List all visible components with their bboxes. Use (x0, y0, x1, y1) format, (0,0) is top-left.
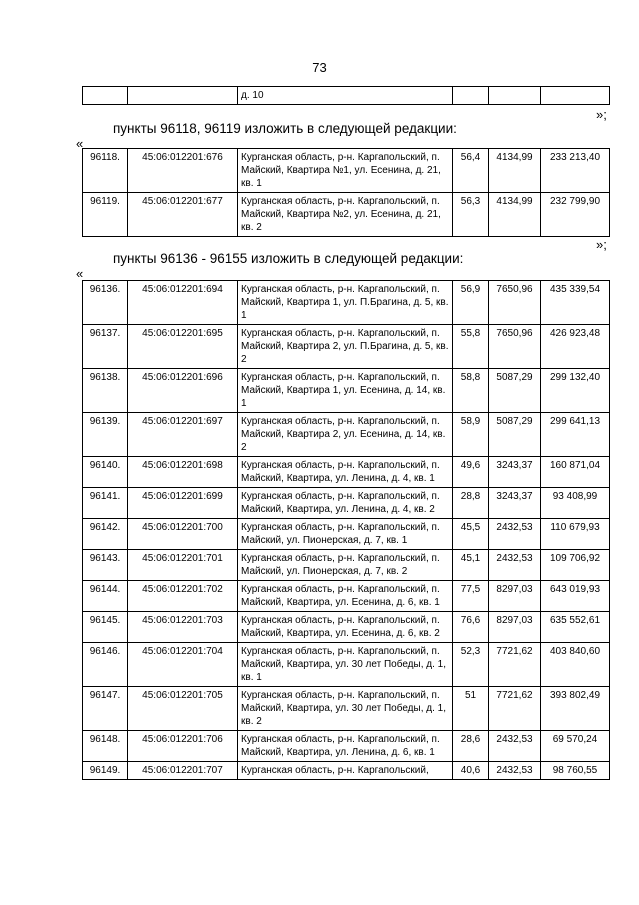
price-per-unit-cell: 7721,62 (489, 687, 541, 731)
area-cell: 58,9 (453, 413, 489, 457)
row-number-cell: 96147. (83, 687, 128, 731)
table-cell (489, 87, 541, 105)
section-heading: пункты 96136 - 96155 изложить в следующей редакции: (113, 251, 464, 266)
total-value-cell: 435 339,54 (541, 281, 610, 325)
area-cell: 28,8 (453, 488, 489, 519)
table-cell (541, 87, 610, 105)
area-cell: 28,6 (453, 731, 489, 762)
table-cell (83, 87, 128, 105)
table-cell: д. 10 (238, 87, 453, 105)
address-cell: Курганская область, р-н. Каргапольский, п. Майский, Квартира, ул. 30 лет Победы, д. 1, кв. 2 (238, 687, 453, 731)
price-per-unit-cell: 4134,99 (489, 193, 541, 237)
table-cell (128, 87, 238, 105)
address-cell: Курганская область, р-н. Каргапольский, п. Майский, Квартира 2, ул. П.Брагина, д. 5, кв. 2 (238, 325, 453, 369)
property-table-2 (82, 280, 610, 780)
total-value-cell: 110 679,93 (541, 519, 610, 550)
area-cell: 40,6 (453, 762, 489, 780)
price-per-unit-cell: 2432,53 (489, 519, 541, 550)
table-row (83, 731, 610, 762)
cadastral-number-cell: 45:06:012201:707 (128, 762, 238, 780)
price-per-unit-cell: 4134,99 (489, 149, 541, 193)
address-cell: Курганская область, р-н. Каргапольский, п. Майский, Квартира №1, ул. Есенина, д. 21, кв. 1 (238, 149, 453, 193)
total-value-cell: 233 213,40 (541, 149, 610, 193)
total-value-cell: 299 132,40 (541, 369, 610, 413)
total-value-cell: 109 706,92 (541, 550, 610, 581)
cadastral-number-cell: 45:06:012201:677 (128, 193, 238, 237)
table-row (83, 762, 610, 780)
total-value-cell: 393 802,49 (541, 687, 610, 731)
total-value-cell: 160 871,04 (541, 457, 610, 488)
table-row (83, 612, 610, 643)
cadastral-number-cell: 45:06:012201:700 (128, 519, 238, 550)
area-cell: 45,5 (453, 519, 489, 550)
row-number-cell: 96149. (83, 762, 128, 780)
area-cell: 77,5 (453, 581, 489, 612)
price-per-unit-cell: 2432,53 (489, 731, 541, 762)
cadastral-number-cell: 45:06:012201:695 (128, 325, 238, 369)
section-heading: пункты 96118, 96119 изложить в следующей редакции: (113, 121, 457, 136)
address-cell: Курганская область, р-н. Каргапольский, п. Майский, Квартира 2, ул. Есенина, д. 14, кв. 2 (238, 413, 453, 457)
total-value-cell: 426 923,48 (541, 325, 610, 369)
area-cell: 52,3 (453, 643, 489, 687)
previous-table-tail (82, 86, 610, 105)
price-per-unit-cell: 5087,29 (489, 413, 541, 457)
area-cell: 76,6 (453, 612, 489, 643)
table-row (83, 149, 610, 193)
closing-quote: »; (596, 107, 607, 122)
address-cell: Курганская область, р-н. Каргапольский, п. Майский, ул. Пионерская, д. 7, кв. 2 (238, 550, 453, 581)
cadastral-number-cell: 45:06:012201:705 (128, 687, 238, 731)
total-value-cell: 69 570,24 (541, 731, 610, 762)
total-value-cell: 403 840,60 (541, 643, 610, 687)
address-cell: Курганская область, р-н. Каргапольский, п. Майский, Квартира, ул. 30 лет Победы, д. 1, кв. 1 (238, 643, 453, 687)
table-row (83, 488, 610, 519)
address-cell: Курганская область, р-н. Каргапольский, п. Майский, ул. Пионерская, д. 7, кв. 1 (238, 519, 453, 550)
row-number-cell: 96137. (83, 325, 128, 369)
table-row (83, 643, 610, 687)
cadastral-number-cell: 45:06:012201:706 (128, 731, 238, 762)
table-row (83, 87, 610, 105)
table-row (83, 457, 610, 488)
area-cell: 45,1 (453, 550, 489, 581)
table-row (83, 193, 610, 237)
total-value-cell: 299 641,13 (541, 413, 610, 457)
price-per-unit-cell: 3243,37 (489, 457, 541, 488)
row-number-cell: 96138. (83, 369, 128, 413)
cadastral-number-cell: 45:06:012201:703 (128, 612, 238, 643)
page-number: 73 (312, 60, 327, 75)
row-number-cell: 96142. (83, 519, 128, 550)
area-cell: 58,8 (453, 369, 489, 413)
opening-quote: « (76, 136, 84, 151)
address-cell: Курганская область, р-н. Каргапольский, (238, 762, 453, 780)
price-per-unit-cell: 3243,37 (489, 488, 541, 519)
address-cell: Курганская область, р-н. Каргапольский, п. Майский, Квартира №2, ул. Есенина, д. 21, кв. 2 (238, 193, 453, 237)
cadastral-number-cell: 45:06:012201:697 (128, 413, 238, 457)
cadastral-number-cell: 45:06:012201:702 (128, 581, 238, 612)
property-table-1 (82, 148, 610, 237)
row-number-cell: 96144. (83, 581, 128, 612)
opening-quote: « (76, 266, 84, 281)
price-per-unit-cell: 7650,96 (489, 325, 541, 369)
table-row (83, 519, 610, 550)
table-row (83, 413, 610, 457)
area-cell: 56,3 (453, 193, 489, 237)
row-number-cell: 96136. (83, 281, 128, 325)
price-per-unit-cell: 8297,03 (489, 581, 541, 612)
address-cell: Курганская область, р-н. Каргапольский, п. Майский, Квартира, ул. Ленина, д. 6, кв. 1 (238, 731, 453, 762)
row-number-cell: 96146. (83, 643, 128, 687)
price-per-unit-cell: 2432,53 (489, 550, 541, 581)
row-number-cell: 96141. (83, 488, 128, 519)
table-row (83, 687, 610, 731)
table-cell (453, 87, 489, 105)
address-cell: Курганская область, р-н. Каргапольский, п. Майский, Квартира, ул. Ленина, д. 4, кв. 1 (238, 457, 453, 488)
table-row (83, 550, 610, 581)
total-value-cell: 98 760,55 (541, 762, 610, 780)
row-number-cell: 96145. (83, 612, 128, 643)
total-value-cell: 635 552,61 (541, 612, 610, 643)
row-number-cell: 96139. (83, 413, 128, 457)
row-number-cell: 96118. (83, 149, 128, 193)
cadastral-number-cell: 45:06:012201:694 (128, 281, 238, 325)
row-number-cell: 96119. (83, 193, 128, 237)
address-cell: Курганская область, р-н. Каргапольский, п. Майский, Квартира, ул. Есенина, д. 6, кв. 2 (238, 612, 453, 643)
total-value-cell: 643 019,93 (541, 581, 610, 612)
address-cell: Курганская область, р-н. Каргапольский, п. Майский, Квартира 1, ул. П.Брагина, д. 5, кв. 1 (238, 281, 453, 325)
cadastral-number-cell: 45:06:012201:704 (128, 643, 238, 687)
cadastral-number-cell: 45:06:012201:698 (128, 457, 238, 488)
table-row (83, 325, 610, 369)
price-per-unit-cell: 2432,53 (489, 762, 541, 780)
row-number-cell: 96148. (83, 731, 128, 762)
table-row (83, 581, 610, 612)
row-number-cell: 96140. (83, 457, 128, 488)
cadastral-number-cell: 45:06:012201:676 (128, 149, 238, 193)
price-per-unit-cell: 5087,29 (489, 369, 541, 413)
total-value-cell: 93 408,99 (541, 488, 610, 519)
total-value-cell: 232 799,90 (541, 193, 610, 237)
price-per-unit-cell: 7721,62 (489, 643, 541, 687)
table-row (83, 369, 610, 413)
address-cell: Курганская область, р-н. Каргапольский, п. Майский, Квартира, ул. Есенина, д. 6, кв. 1 (238, 581, 453, 612)
area-cell: 51 (453, 687, 489, 731)
cadastral-number-cell: 45:06:012201:696 (128, 369, 238, 413)
price-per-unit-cell: 7650,96 (489, 281, 541, 325)
table-row (83, 281, 610, 325)
area-cell: 49,6 (453, 457, 489, 488)
cadastral-number-cell: 45:06:012201:699 (128, 488, 238, 519)
address-cell: Курганская область, р-н. Каргапольский, п. Майский, Квартира 1, ул. Есенина, д. 14, кв. 1 (238, 369, 453, 413)
area-cell: 55,8 (453, 325, 489, 369)
address-cell: Курганская область, р-н. Каргапольский, п. Майский, Квартира, ул. Ленина, д. 4, кв. 2 (238, 488, 453, 519)
closing-quote: »; (596, 237, 607, 252)
cadastral-number-cell: 45:06:012201:701 (128, 550, 238, 581)
price-per-unit-cell: 8297,03 (489, 612, 541, 643)
area-cell: 56,9 (453, 281, 489, 325)
area-cell: 56,4 (453, 149, 489, 193)
row-number-cell: 96143. (83, 550, 128, 581)
